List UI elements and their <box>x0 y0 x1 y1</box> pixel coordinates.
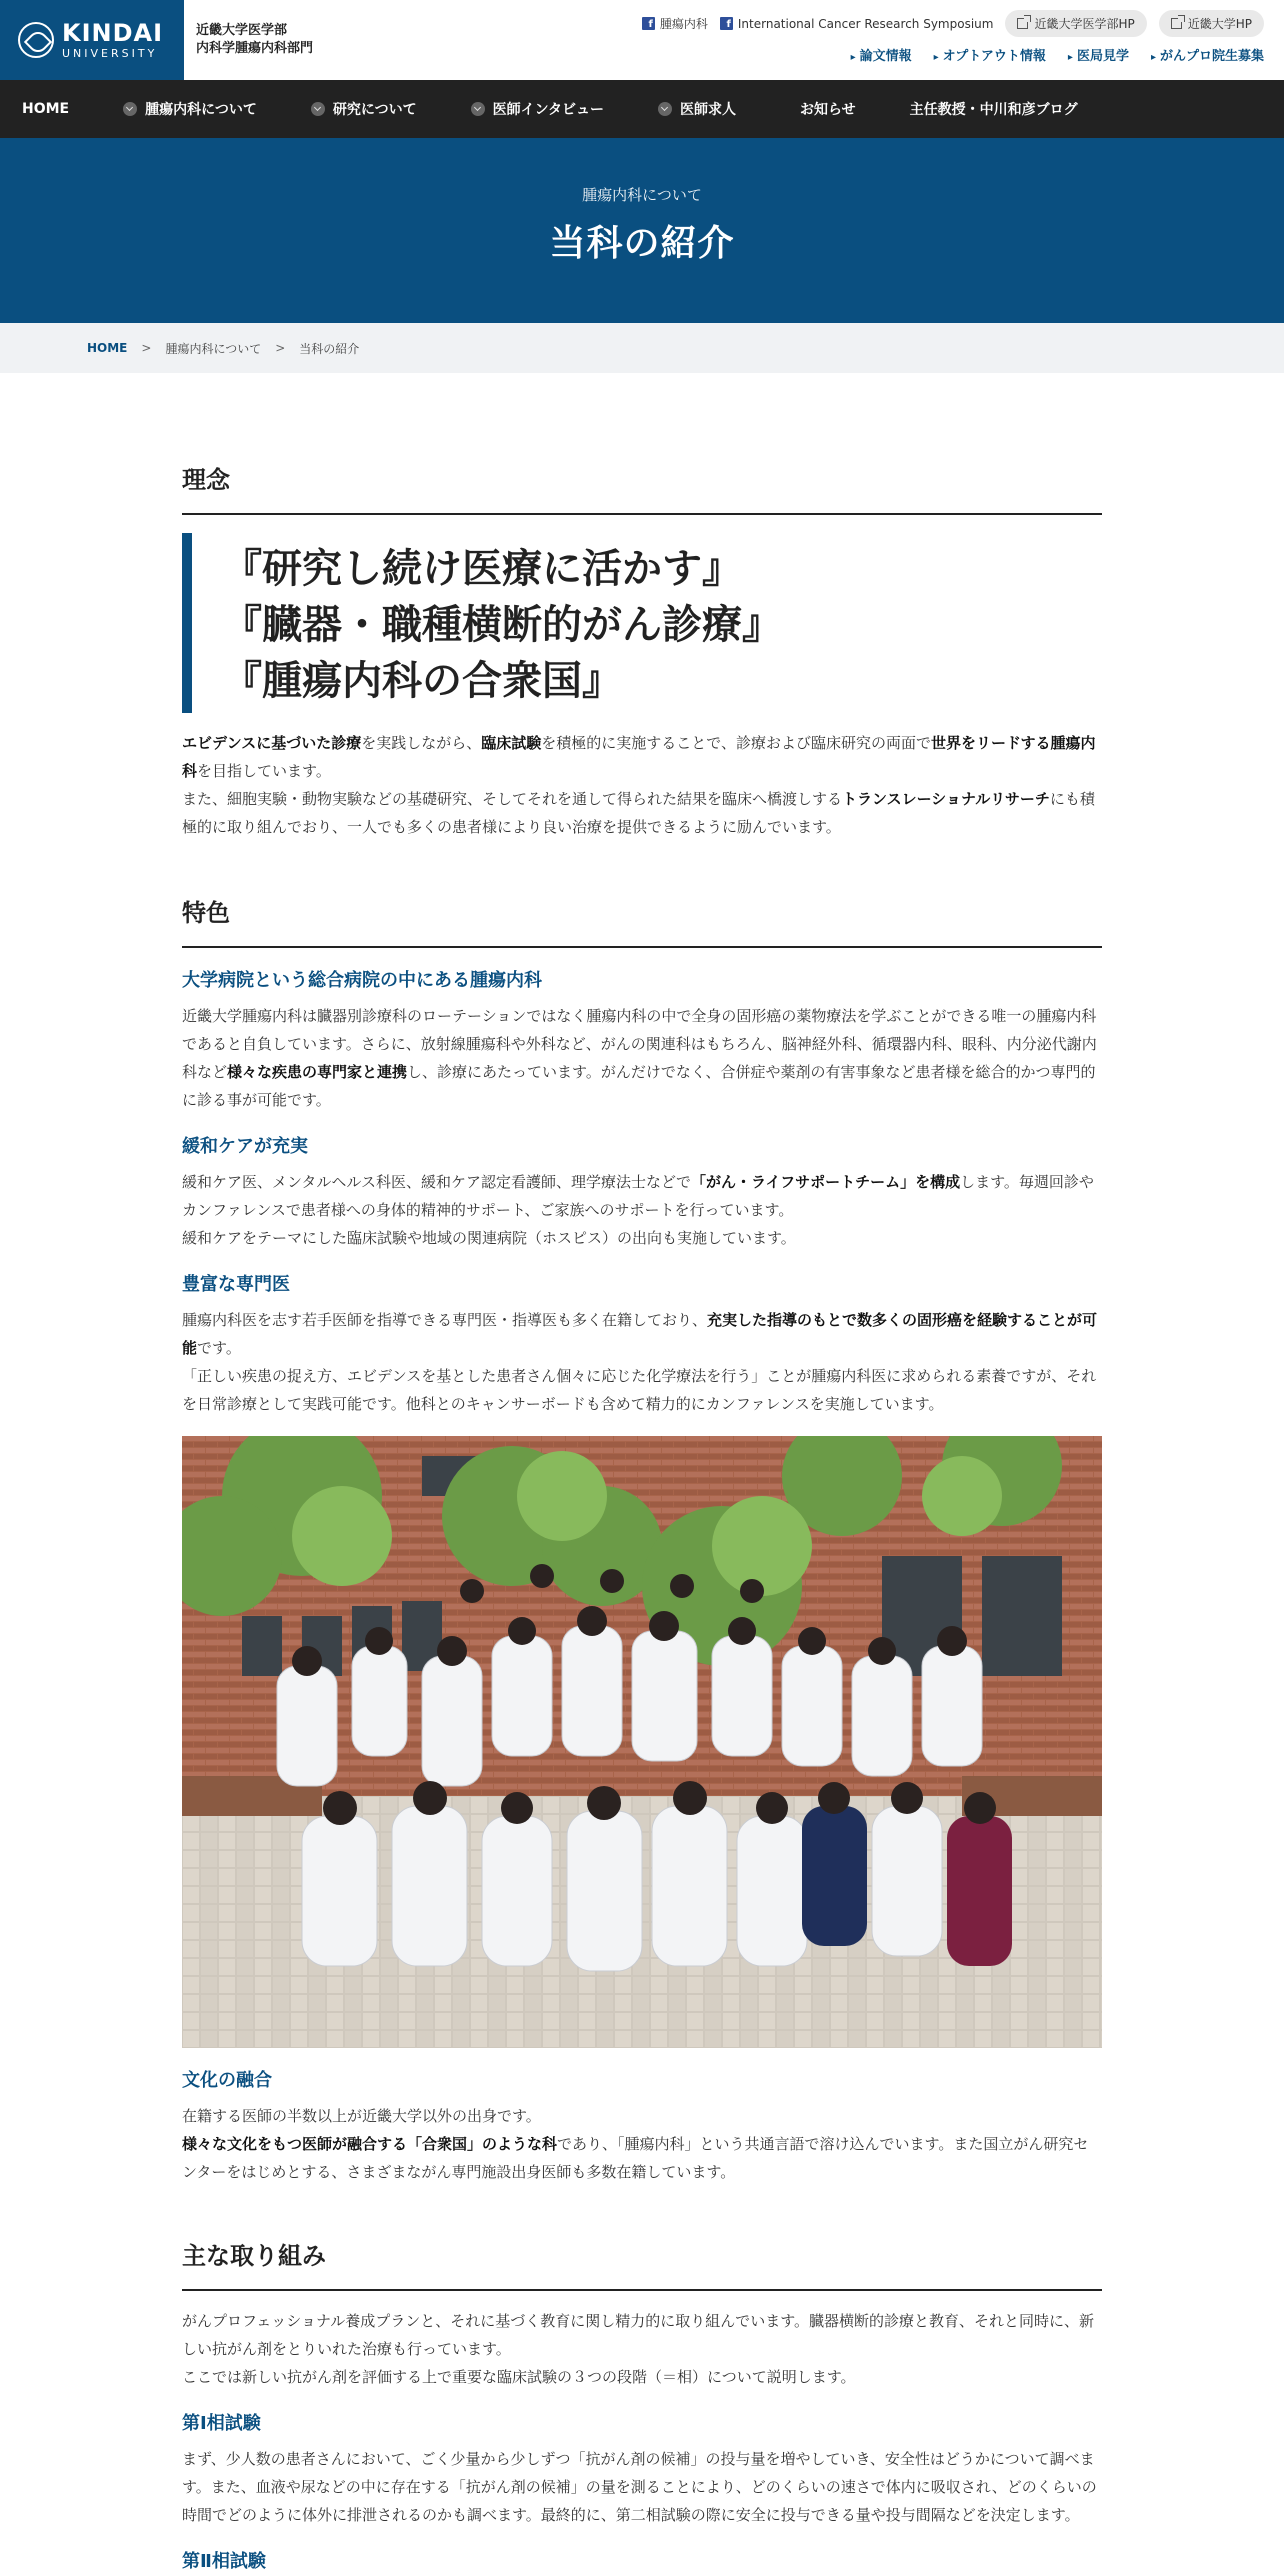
feature-body: 近畿大学腫瘍内科は臓器別診療科のローテーションではなく腫瘍内科の中で全身の固形癌の薬物療法を学ぶことができる唯一の腫瘍内科であると自負しています。さらに、放射線腫瘍科や外科など、がんの関連科はもちろん、脳神経外科、循環器内科、眼科、内分泌代謝内科など様々な疾患の専門家と連携し、診療にあたっています。がんだけでなく、合併症や薬剤の有害事象など患者様を総合的かつ専門的に診る事が可能です。 <box>182 1007 1097 1109</box>
kindai-logo[interactable] <box>0 0 184 80</box>
sub-links <box>851 45 1264 64</box>
breadcrumb-separator: > <box>275 341 286 355</box>
nav-blog[interactable]: 主任教授・中川和彦ブログ <box>909 102 1078 118</box>
chevron-down-icon <box>471 102 485 116</box>
nav-news[interactable]: お知らせ <box>800 102 856 118</box>
visit-link[interactable]: ▸ 医局見学 <box>1068 45 1129 64</box>
nav-about[interactable]: 腫瘍内科について <box>123 99 257 119</box>
kindai-emblem-icon <box>18 22 54 58</box>
philosophy-quote: 『臓器・職種横断的がん診療』 <box>222 602 782 648</box>
philosophy-quotes <box>182 533 1102 713</box>
breadcrumb-current: 当科の紹介 <box>299 341 360 356</box>
external-link-icon <box>1171 18 1182 29</box>
facebook-icon: f <box>642 17 655 30</box>
section-heading-initiatives: 主な取り組み <box>182 2236 1102 2291</box>
medical-school-hp-link[interactable]: 近畿大学医学部HP <box>1005 10 1146 37</box>
chevron-down-icon <box>311 102 325 116</box>
feature-body: 在籍する医師の半数以上が近畿大学以外の出身です。 様々な文化をもつ医師が融合する「合衆国」のような科であり、「腫瘍内科」という共通言語で溶け込んでいます。また国立がん研究センターをはじめとする、さまざまながん専門施設出身医師も多数在籍しています。 <box>182 2107 1089 2181</box>
phase2-heading: 第Ⅱ相試験 <box>182 2551 266 2572</box>
papers-link[interactable]: ▸ 論文情報 <box>851 45 912 64</box>
main-content <box>182 460 1102 2573</box>
chevron-down-icon <box>123 102 137 116</box>
section-heading-philosophy: 理念 <box>182 460 1102 515</box>
feature-body: 腫瘍内科医を志す若手医師を指導できる専門医・指導医も多く在籍しており、充実した指導のもとで数多くの固形癌を経験することが可能です。 「正しい疾患の捉え方、エビデンスを基とした患者さん個々に応じた化学療法を行う」ことが腫瘍内科医に求められる素養ですが、それを日常診療として実践可能です。他科とのキャンサーボードも含めて精力的にカンファレンスを実施しています。 <box>182 1311 1098 1413</box>
nav-jobs[interactable]: 医師求人 <box>658 99 736 119</box>
page-subtitle: 腫瘍内科について <box>582 186 702 204</box>
facebook-icon: f <box>720 17 733 30</box>
logo-subwordmark: UNIVERSITY <box>62 47 158 60</box>
section-heading-features: 特色 <box>182 893 1102 948</box>
site-header <box>0 0 1284 80</box>
feature-heading: 緩和ケアが充実 <box>182 1136 308 1157</box>
chevron-down-icon <box>658 102 672 116</box>
feature-heading: 豊富な専門医 <box>182 1274 290 1295</box>
facebook-link-symposium[interactable]: f International Cancer Research Symposium <box>720 17 994 31</box>
university-hp-link[interactable]: 近畿大学HP <box>1159 10 1264 37</box>
staff-group-photo <box>182 1436 1102 2048</box>
feature-heading: 大学病院という総合病院の中にある腫瘍内科 <box>182 970 542 991</box>
breadcrumb-separator: > <box>141 341 152 355</box>
breadcrumb-section[interactable]: 腫瘍内科について <box>165 341 262 356</box>
optout-link[interactable]: ▸ オプトアウト情報 <box>934 45 1046 64</box>
nav-interview[interactable]: 医師インタビュー <box>471 99 604 119</box>
external-link-icon <box>1017 18 1028 29</box>
page-hero <box>0 138 1284 323</box>
facebook-link-oncology[interactable]: f 腫瘍内科 <box>642 15 708 32</box>
department-name[interactable]: 近畿大学医学部 内科学腫瘍内科部門 <box>196 23 314 56</box>
recruit-link[interactable]: ▸ がんプロ院生募集 <box>1151 45 1264 64</box>
nav-home[interactable]: HOME <box>22 101 70 117</box>
top-links <box>642 10 1264 37</box>
initiatives-body: がんプロフェッショナル養成プランと、それに基づく教育に関し精力的に取り組んでいます。臓器横断的診療と教育、それと同時に、新しい抗がん剤をとりいれた治療も行っています。 ここでは新しい抗がん剤を評価する上で重要な臨床試験の３つの段階（＝相）について説明します。 <box>182 2312 1095 2386</box>
nav-research[interactable]: 研究について <box>311 99 417 119</box>
feature-heading: 文化の融合 <box>182 2070 272 2091</box>
philosophy-quote: 『研究し続け医療に活かす』 <box>222 546 742 592</box>
phase1-heading: 第Ⅰ相試験 <box>182 2413 261 2434</box>
breadcrumb-home[interactable]: HOME <box>87 341 128 355</box>
phase1-body: まず、少人数の患者さんにおいて、ごく少量から少しずつ「抗がん剤の候補」の投与量を増やしていき、安全性はどうかについて調べます。また、血液や尿などの中に存在する「抗がん剤の候補」の量を測ることにより、どのくらいの速さで体内に吸収され、どのくらいの時間でどのように体外に排泄されるのかも調べます。最終的に、第二相試験の際に安全に投与できる量や投与間隔などを決定します。 <box>182 2450 1097 2524</box>
global-nav <box>0 80 1284 138</box>
group-photo-image <box>182 1436 1102 2048</box>
logo-wordmark: KINDAI <box>62 19 164 47</box>
feature-body: 緩和ケア医、メンタルヘルス科医、緩和ケア認定看護師、理学療法士などで「がん・ライフサポートチーム」を構成します。毎週回診やカンファレンスで患者様への身体的精神的サポート、ご家族へのサポートを行っています。 緩和ケアをテーマにした臨床試験や地域の関連病院（ホスピス）の出向も実施しています。 <box>182 1173 1094 1247</box>
philosophy-quote: 『腫瘍内科の合衆国』 <box>222 658 622 704</box>
philosophy-body: エビデンスに基づいた診療を実践しながら、臨床試験を積極的に実施することで、診療および臨床研究の両面で世界をリードする腫瘍内科を目指しています。 また、細胞実験・動物実験などの基礎研究、そしてそれを通して得られた結果を臨床へ橋渡しするトランスレーショナルリサーチにも積極的に取り組んでおり、一人でも多くの患者様により良い治療を提供できるように励んでいます。 <box>182 734 1096 836</box>
breadcrumb <box>0 323 1284 373</box>
page-title: 当科の紹介 <box>549 223 735 264</box>
